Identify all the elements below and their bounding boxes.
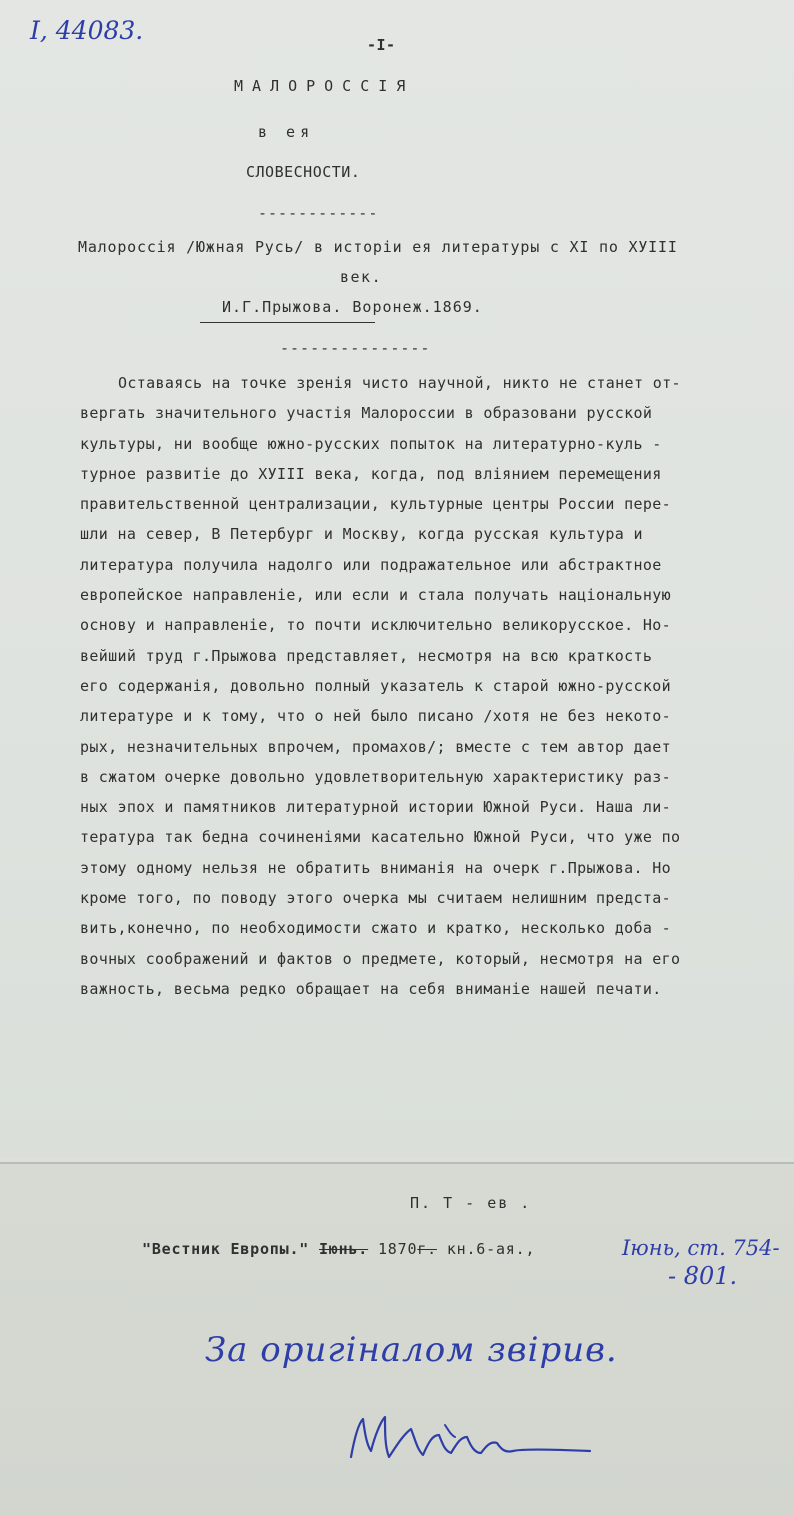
main-title: МАЛОРОССІЯ — [234, 77, 415, 95]
handwritten-pages: Іюнь, ст. 754- — [622, 1236, 780, 1260]
source-book: кн.6-ая., — [446, 1240, 536, 1258]
archive-number: І, 44083. — [30, 16, 144, 45]
verification-note: За оригіналом звірив. — [205, 1330, 618, 1370]
body-line: этому одному нельзя не обратить вниманія на очерк г.Прыжова. Но — [80, 858, 671, 877]
author-underline — [200, 322, 375, 323]
review-author: П. Т - ев . — [410, 1194, 532, 1212]
page-number: -I- — [367, 36, 396, 54]
body-line: вейший труд г.Прыжова представляет, несмотря на всю краткость — [80, 646, 653, 665]
review-body — [80, 368, 792, 1004]
body-line: в сжатом очерке довольно удовлетворительную характеристику раз- — [80, 767, 671, 786]
body-line: европейское направленіе, или если и стала получать національную — [80, 586, 671, 605]
source-year: 1870 — [377, 1240, 418, 1258]
body-line: шли на север, В Петербург и Москву, когда русская культура и — [80, 525, 643, 544]
body-line: литературе и к тому, что о ней было писано /хотя не без некото- — [80, 707, 671, 726]
book-title-line-2: век. — [340, 268, 383, 286]
body-line: его содержанія, довольно полный указатель к старой южно-русской — [80, 676, 671, 695]
body-line: вочных соображений и фактов о предмете, который, несмотря на его — [80, 949, 681, 968]
body-line: кроме того, по поводу этого очерка мы считаем нелишним предста- — [80, 889, 671, 908]
handwritten-pages-end: - 801. — [668, 1262, 738, 1290]
body-line: правительственной централизации, культурные центры России пере- — [80, 495, 671, 514]
source-struck-month: Іюнь. — [318, 1240, 369, 1258]
body-line: ных эпох и памятников литературной истории Южной Руси. Наша ли- — [80, 798, 671, 817]
source-struck-year-mark: г. — [417, 1240, 437, 1258]
body-line: турное развитіе до XУIII века, когда, под вліянием перемещения — [80, 464, 662, 483]
separator-bottom: --------------- — [280, 339, 431, 357]
body-line: Оставаясь на точке зренія чисто научной, никто не станет от- — [118, 374, 681, 392]
separator-top: ------------ — [258, 204, 379, 222]
body-line: литература получила надолго или подражательное или абстрактное — [80, 555, 662, 574]
book-title-line: Малороссія /Южная Русь/ в исторіи ея литературы с XI по XУIII — [78, 238, 678, 256]
body-line: рых, незначительных впрочем, промахов/; вместе с тем автор дает — [80, 737, 671, 756]
body-line: вергать значительного участія Малороссии в образовани русской — [80, 404, 653, 423]
body-line: основу и направленіе, то почти исключительно великорусское. Но- — [80, 616, 671, 635]
book-author-line: И.Г.Прыжова. Воронеж.1869. — [222, 298, 483, 316]
subtitle-literature: СЛОВЕСНОСТИ. — [246, 163, 361, 181]
subtitle-in-its: в ея — [258, 123, 315, 141]
body-line: культуры, ни вообще южно-русских попыток на литературно-куль - — [80, 434, 662, 453]
body-line: важность, весьма редко обращает на себя вниманіе нашей печати. — [80, 979, 662, 998]
body-line: вить,конечно, по необходимости сжато и кратко, несколько доба - — [80, 919, 671, 938]
handwritten-signature — [345, 1405, 605, 1475]
body-line: тература так бедна сочиненіями касательно Южной Руси, что уже по — [80, 828, 681, 847]
source-journal: "Вестник Европы." — [142, 1240, 310, 1258]
source-citation — [142, 1240, 535, 1258]
